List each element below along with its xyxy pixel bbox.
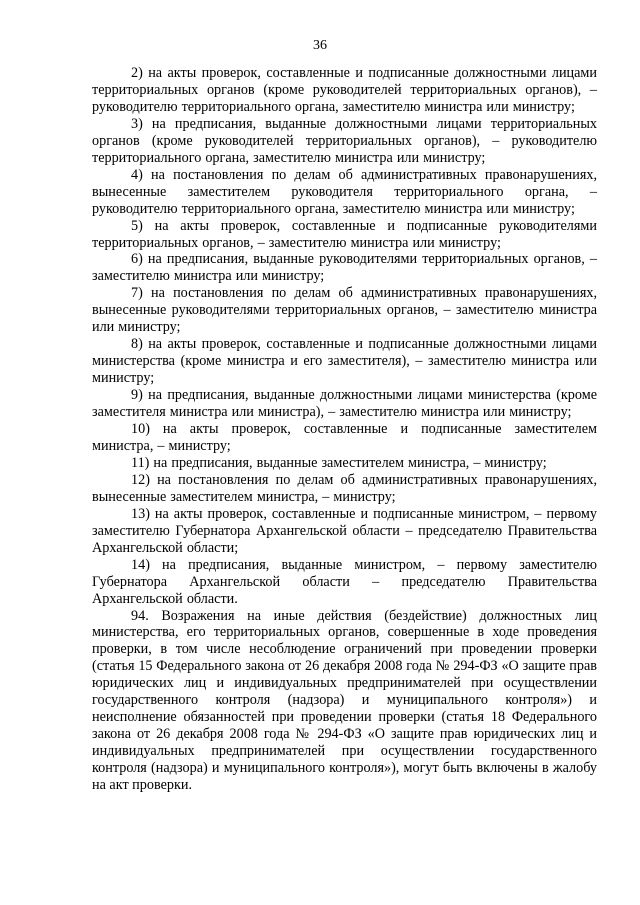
list-item-10: 10) на акты проверок, составленные и подписанные заместителем министра, – министру;	[92, 421, 597, 454]
list-item-3: 3) на предписания, выданные должностными лицами территориальных органов (кроме руководителей территориальных органов), – руководителю территориального органа, заместителю министра или министру;	[92, 115, 597, 166]
list-item-13: 13) на акты проверок, составленные и подписанные министром, – первому заместителю Губернатора Архангельской области – председателю Правительства Архангельской области;	[92, 505, 597, 556]
list-item-7: 7) на постановления по делам об административных правонарушениях, вынесенные руководителями территориальных органов, – заместителю министра или министру;	[92, 285, 597, 336]
list-item-8: 8) на акты проверок, составленные и подписанные должностными лицами министерства (кроме министра и его заместителя), – заместителю министра или министру;	[92, 336, 597, 387]
paragraph-94: 94. Возражения на иные действия (бездействие) должностных лиц министерства, его территориальных органов, совершенные в ходе проведения проверки, в том числе несоблюдение ограничений при проведении проверки (статья 15 Федерального закона от 26 декабря 2008 года № 294-ФЗ «О защите прав юридических лиц и индивидуальных предпринимателей при осуществлении государственного контроля (надзора) и муниципального контроля») и неисполнение обязанностей при проведении проверки (статья 18 Федерального закона от 26 декабря 2008 года № 294-ФЗ «О защите прав юридических лиц и индивидуальных предпринимателей при осуществлении государственного контроля (надзора) и муниципального контроля»), могут быть включены в жалобу на акт проверки.	[92, 607, 597, 794]
list-item-9: 9) на предписания, выданные должностными лицами министерства (кроме заместителя министра или министра), – заместителю министра или министру;	[92, 387, 597, 421]
page-number: 36	[313, 38, 327, 53]
list-item-2: 2) на акты проверок, составленные и подписанные должностными лицами территориальных органов (кроме руководителей территориальных органов), – руководителю территориального органа, заместителю министра или министру;	[92, 65, 597, 115]
document-body	[92, 65, 597, 794]
list-item-5: 5) на акты проверок, составленные и подписанные руководителями территориальных органов, – заместителю министра или министру;	[92, 217, 597, 251]
list-item-11: 11) на предписания, выданные заместителем министра, – министру;	[131, 454, 547, 471]
list-item-4: 4) на постановления по делам об административных правонарушениях, вынесенные заместителем руководителя территориального органа, – руководителю территориального органа, заместителю министра или министру;	[92, 166, 597, 217]
list-item-14: 14) на предписания, выданные министром, – первому заместителю Губернатора Архангельской области – председателю Правительства Архангельской области.	[92, 556, 597, 607]
list-item-6: 6) на предписания, выданные руководителями территориальных органов, – заместителю министра или министру;	[92, 251, 597, 285]
list-item-12: 12) на постановления по делам об административных правонарушениях, вынесенные заместителем министра, – министру;	[92, 471, 597, 505]
